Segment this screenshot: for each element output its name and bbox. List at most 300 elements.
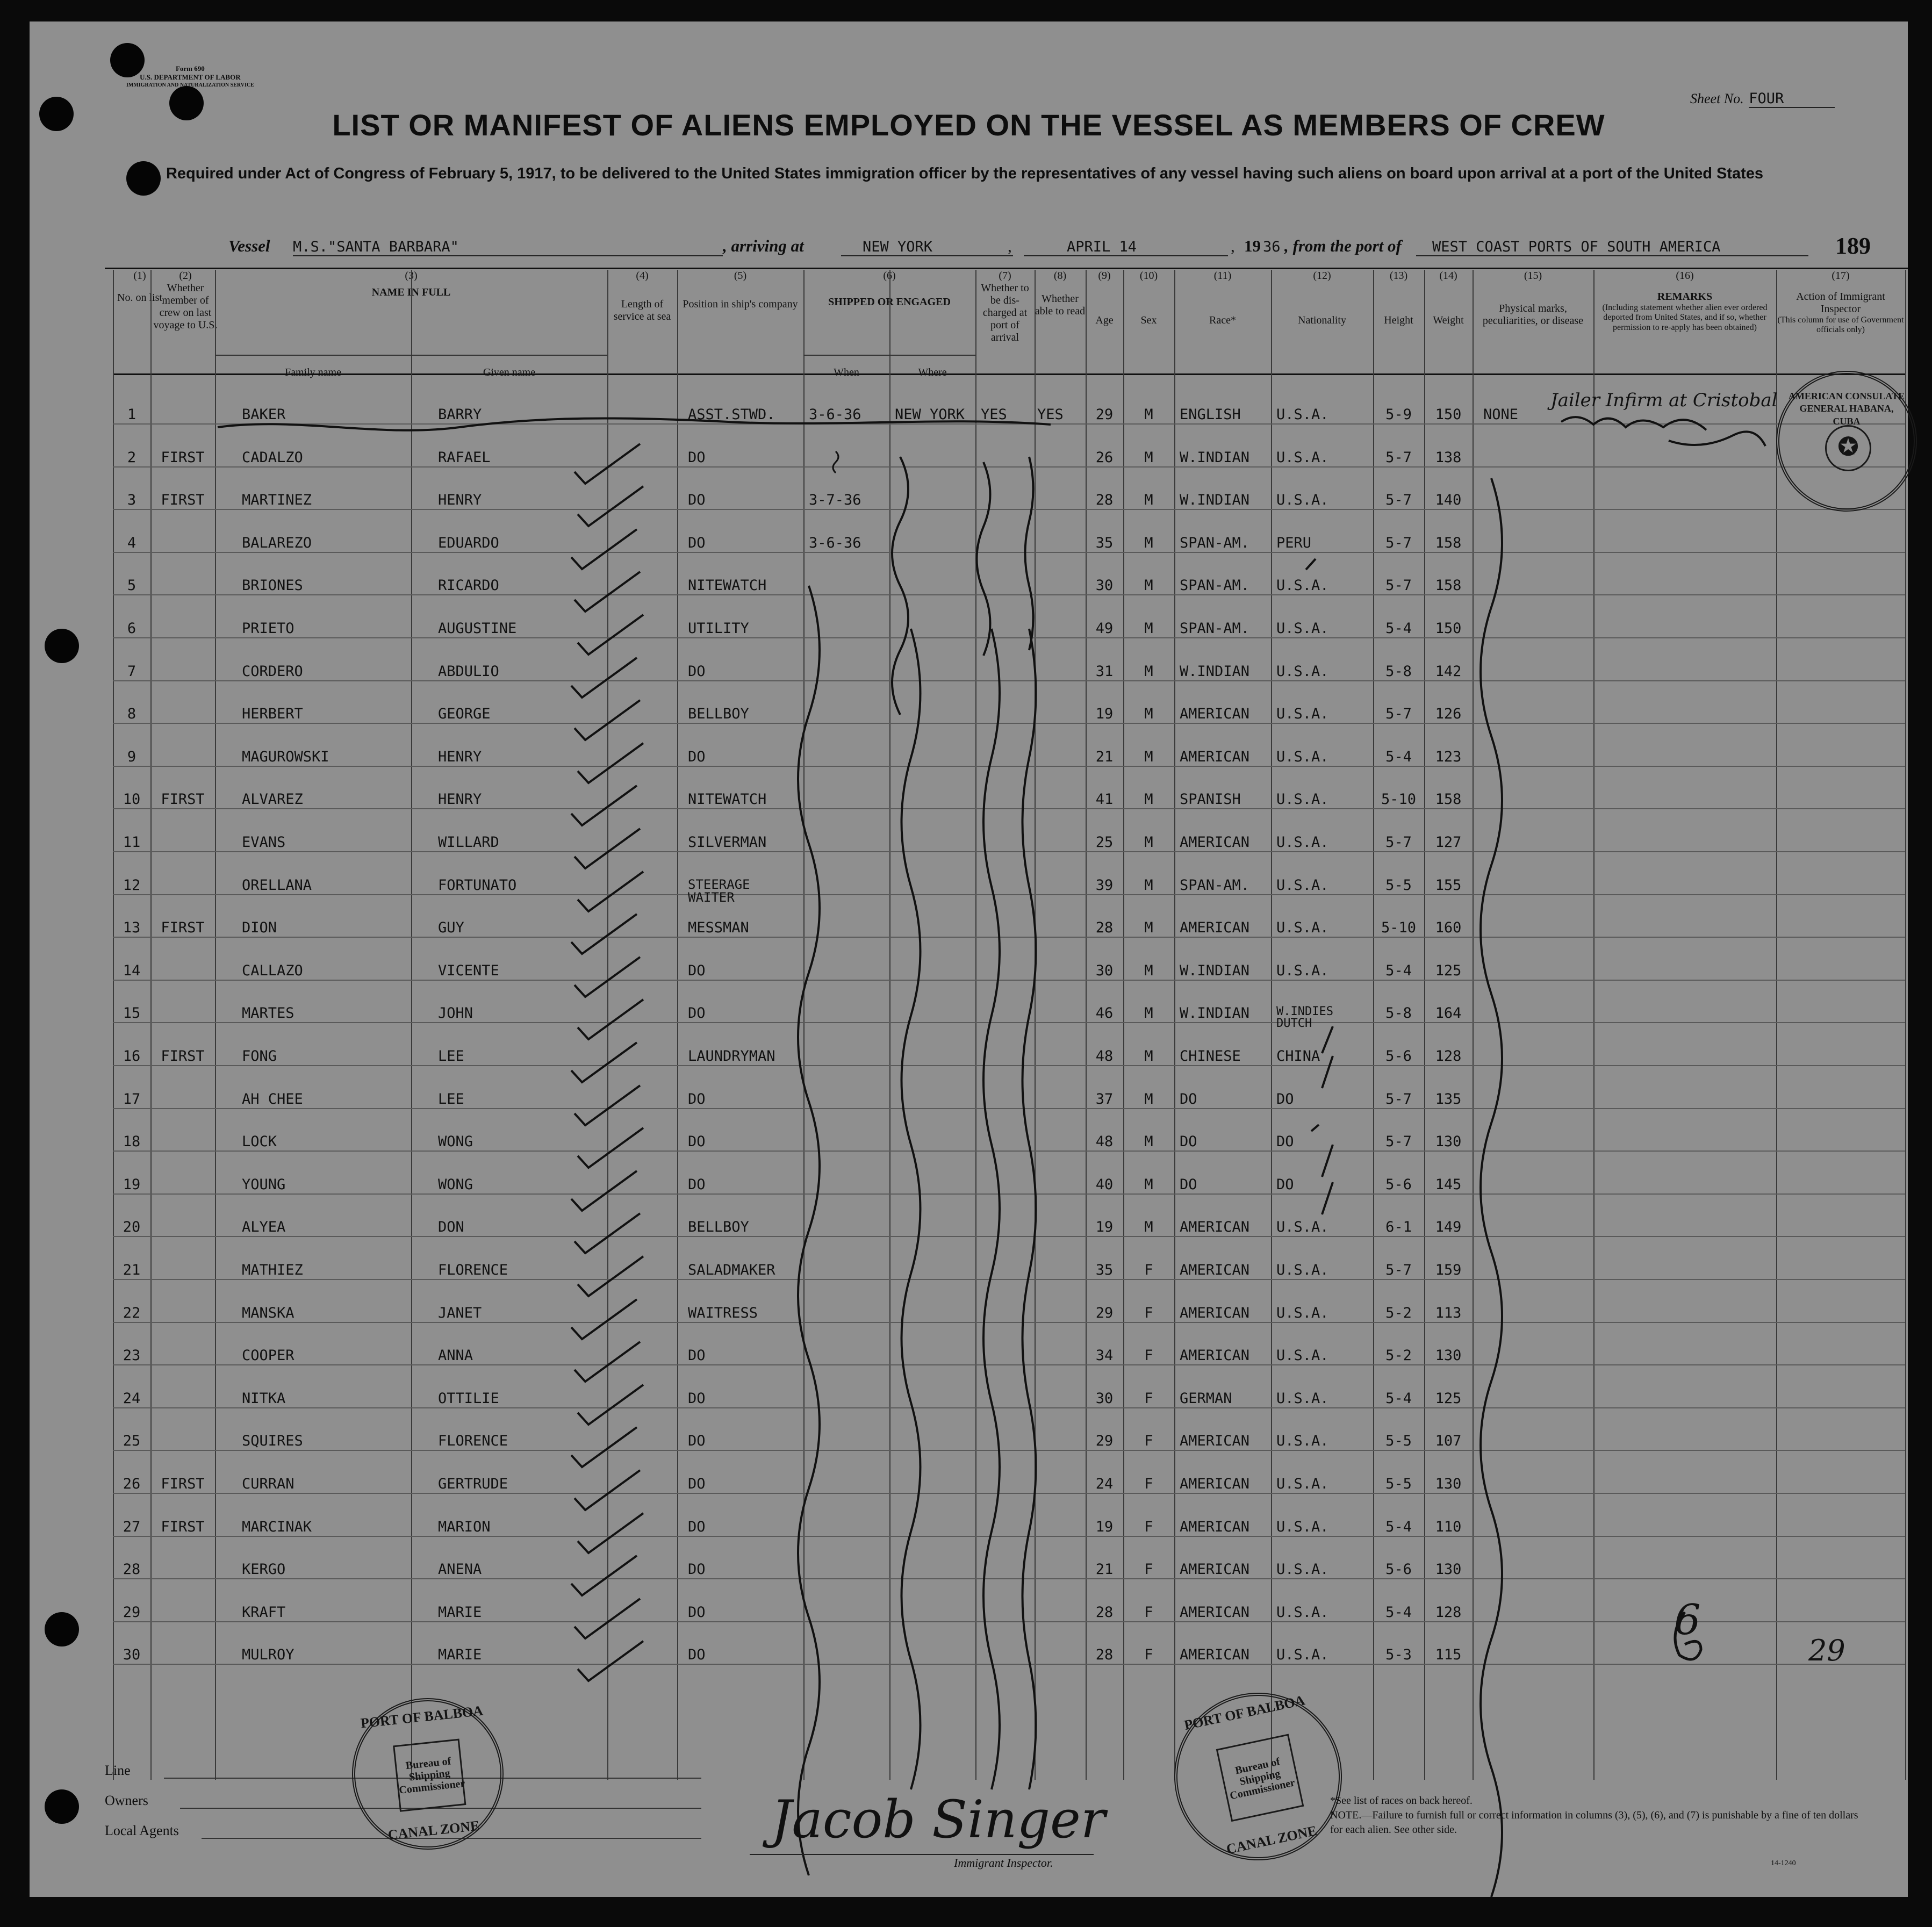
- cell-no: 1: [127, 407, 137, 423]
- cell-race: AMERICAN: [1180, 707, 1250, 723]
- cell-family: COOPER: [242, 1348, 295, 1364]
- manifest-sheet: [30, 21, 1908, 1897]
- signature-underline: [750, 1854, 1094, 1855]
- cell-family: BALAREZO: [242, 535, 312, 551]
- vessel-name: M.S."SANTA BARBARA": [293, 239, 723, 256]
- cell-sex: M: [1144, 407, 1153, 423]
- cell-given: MARION: [438, 1519, 491, 1535]
- cell-sex: F: [1144, 1263, 1153, 1278]
- check-icon: [570, 696, 645, 744]
- cell-given: ABDULIO: [438, 664, 499, 680]
- check-icon: [573, 1124, 649, 1172]
- arrival-date: APRIL 14: [1024, 239, 1228, 256]
- cell-given: JOHN: [438, 1006, 473, 1022]
- check-icon: [570, 824, 645, 873]
- cell-given: RICARDO: [438, 578, 499, 594]
- check-icon: [567, 525, 642, 573]
- cell-no: 11: [123, 835, 141, 851]
- cell-weight: 145: [1435, 1177, 1462, 1193]
- form-code: 14-1240: [1771, 1859, 1796, 1867]
- cell-given: LEE: [438, 1049, 464, 1065]
- cell-family: YOUNG: [242, 1177, 286, 1193]
- from-port: WEST COAST PORTS OF SOUTH AMERICA: [1416, 239, 1808, 256]
- cell-age: 29: [1095, 407, 1114, 423]
- cell-age: 28: [1095, 493, 1114, 509]
- cell-sex: M: [1144, 1134, 1153, 1151]
- check-icon: [567, 781, 642, 830]
- cell-given: DON: [438, 1220, 464, 1236]
- cell-age: 29: [1095, 1434, 1114, 1450]
- cell-sex: M: [1144, 878, 1153, 894]
- tick-mark: [1306, 559, 1316, 570]
- check-icon: [567, 1551, 642, 1600]
- cell-race: GERMAN: [1180, 1391, 1232, 1407]
- cell-given: VICENTE: [438, 963, 499, 979]
- cell-family: BAKER: [242, 407, 286, 423]
- cell-nationality: DO: [1276, 1091, 1294, 1108]
- cell-race: DO: [1180, 1134, 1197, 1151]
- page-title: LIST OR MANIFEST OF ALIENS EMPLOYED ON THE VESSEL AS MEMBERS OF CREW: [332, 108, 1605, 142]
- cell-nationality: U.S.A.: [1276, 578, 1329, 594]
- cell-sex: M: [1144, 1220, 1153, 1236]
- check-icon: [573, 1637, 649, 1685]
- check-icon: [573, 739, 649, 787]
- cell-height: 5-7: [1385, 578, 1412, 594]
- cell-weight: 150: [1435, 621, 1462, 637]
- cell-sex: F: [1144, 1305, 1153, 1321]
- cell-race: DO: [1180, 1177, 1197, 1193]
- check-icon: [567, 1295, 642, 1343]
- cell-sex: F: [1144, 1605, 1153, 1621]
- cell-weight: 113: [1435, 1305, 1462, 1321]
- cell-no: 30: [123, 1648, 141, 1664]
- cell-nationality: CHINA: [1276, 1049, 1320, 1065]
- cell-nationality: U.S.A.: [1276, 792, 1329, 808]
- tick-mark: [1322, 1145, 1333, 1177]
- col-7-header: (7) Whether to be dis-charged at port of arrival: [981, 270, 1029, 343]
- cell-no: 4: [127, 535, 137, 551]
- cell-race: AMERICAN: [1180, 1220, 1250, 1236]
- cell-age: 30: [1095, 1391, 1114, 1407]
- year-prefix: 19: [1244, 236, 1261, 255]
- ditto-wave-discharged-2: [983, 629, 1000, 1789]
- cell-race: AMERICAN: [1180, 1305, 1250, 1321]
- vessel-label: Vessel: [228, 236, 270, 255]
- cell-family: HERBERT: [242, 707, 303, 723]
- cell-height: 5-8: [1385, 664, 1412, 680]
- cell-given: WILLARD: [438, 835, 499, 851]
- agents-label: Local Agents: [105, 1823, 179, 1838]
- cell-race: AMERICAN: [1180, 835, 1250, 851]
- cell-height: 5-9: [1385, 407, 1412, 423]
- inspector-label: Immigrant Inspector.: [954, 1856, 1053, 1870]
- cell-when: 3-7-36: [809, 493, 861, 509]
- col-15-header: (15) Physical marks, peculiarities, or disease: [1482, 270, 1584, 327]
- cell-height: 5-5: [1385, 878, 1412, 894]
- vessel-line: Vessel M.S."SANTA BARBARA" , arriving at NEW YORK , APRIL 14 , 19 36 , from the port of WEST COAST PORTS OF SOUTH AMERICA 189: [228, 233, 1871, 259]
- cell-no: 27: [123, 1519, 141, 1535]
- sheet-label: Sheet No.: [1690, 91, 1744, 106]
- cell-age: 19: [1095, 1519, 1114, 1535]
- cell-family: MAGUROWSKI: [242, 749, 329, 765]
- cell-prev: FIRST: [161, 1477, 205, 1492]
- col-5-header: (5) Position in ship's company: [683, 270, 798, 310]
- row1-remark: Jailer Infirm at Cristobal: [1550, 390, 1778, 411]
- cell-nationality: U.S.A.: [1276, 1605, 1329, 1621]
- cell-discharged: YES: [981, 407, 1007, 423]
- cell-position: DO: [688, 1134, 706, 1151]
- cell-height: 5-7: [1385, 835, 1412, 851]
- cell-nationality: U.S.A.: [1276, 621, 1329, 637]
- cell-height: 5-6: [1385, 1562, 1412, 1578]
- tick-mark: [1311, 1125, 1319, 1131]
- cell-nationality: PERU: [1276, 535, 1312, 551]
- cell-height: 5-4: [1385, 1605, 1412, 1621]
- cell-sex: M: [1144, 921, 1153, 937]
- cell-race: AMERICAN: [1180, 921, 1250, 937]
- consulate-stamp: AMERICAN CONSULATE GENERAL HABANA, CUBA ✪: [1776, 371, 1917, 512]
- cell-sex: M: [1144, 835, 1153, 851]
- cell-position: BELLBOY: [688, 707, 749, 723]
- cell-given: GUY: [438, 921, 464, 937]
- cell-no: 6: [127, 621, 137, 637]
- cell-family: ALVAREZ: [242, 792, 303, 808]
- strike-line: [218, 418, 1051, 430]
- cell-age: 19: [1095, 1220, 1114, 1236]
- cell-race: W.INDIAN: [1180, 664, 1250, 680]
- ditto-wave-where-2: [902, 629, 921, 1789]
- cell-given: AUGUSTINE: [438, 621, 517, 637]
- cell-height: 5-4: [1385, 963, 1412, 979]
- cell-sex: M: [1144, 493, 1153, 509]
- cell-nationality: U.S.A.: [1276, 407, 1329, 423]
- cell-weight: 110: [1435, 1519, 1462, 1535]
- check-icon: [570, 1209, 645, 1257]
- cell-nationality: U.S.A.: [1276, 1434, 1329, 1450]
- check-icon: [573, 1252, 649, 1300]
- col-2-header: (2) Whether member of crew on last voyage to U.S.: [153, 270, 218, 331]
- cell-sex: F: [1144, 1391, 1153, 1407]
- cell-age: 30: [1095, 963, 1114, 979]
- check-icon: [570, 440, 645, 488]
- cell-nationality: DO: [1276, 1134, 1294, 1151]
- cell-sex: M: [1144, 1006, 1153, 1022]
- check-icon: [573, 482, 649, 530]
- cell-race: AMERICAN: [1180, 1648, 1250, 1664]
- cell-sex: M: [1144, 749, 1153, 765]
- cell-weight: 158: [1435, 535, 1462, 551]
- cell-weight: 130: [1435, 1134, 1462, 1151]
- cell-nationality: U.S.A.: [1276, 1305, 1329, 1321]
- cell-prev: FIRST: [161, 1519, 205, 1535]
- col-8-header: (8) Whether able to read: [1035, 270, 1086, 317]
- year-value: 36: [1263, 239, 1281, 255]
- cell-no: 7: [127, 664, 137, 680]
- cell-weight: 125: [1435, 963, 1462, 979]
- cell-weight: 158: [1435, 578, 1462, 594]
- cell-nationality: U.S.A.: [1276, 878, 1329, 894]
- cell-height: 5-10: [1381, 792, 1417, 808]
- cell-age: 34: [1095, 1348, 1114, 1364]
- cell-height: 5-4: [1385, 1519, 1412, 1535]
- cell-no: 20: [123, 1220, 141, 1236]
- cell-family: FONG: [242, 1049, 277, 1065]
- check-icon: [573, 995, 649, 1044]
- cell-age: 48: [1095, 1049, 1114, 1065]
- cell-sex: F: [1144, 1648, 1153, 1664]
- ditto-wave-marks: [1481, 478, 1502, 1897]
- cell-no: 12: [123, 878, 141, 894]
- where-header: Where: [918, 366, 947, 378]
- cell-given: MARIE: [438, 1605, 482, 1621]
- cell-position: DO: [688, 1006, 706, 1022]
- cell-marks: NONE: [1483, 407, 1519, 423]
- cell-family: CURRAN: [242, 1477, 295, 1492]
- cell-race: AMERICAN: [1180, 1263, 1250, 1278]
- cell-position: SILVERMAN: [688, 835, 767, 851]
- cell-prev: FIRST: [161, 493, 205, 509]
- cell-given: ANNA: [438, 1348, 473, 1364]
- cell-given: WONG: [438, 1134, 473, 1151]
- cell-position: DO: [688, 664, 706, 680]
- tick-mark: [1322, 1026, 1333, 1053]
- check-icon: [570, 1594, 645, 1643]
- check-icon: [573, 610, 649, 659]
- col-12-header: (12) Nationality: [1298, 270, 1346, 326]
- line-label: Line: [105, 1763, 131, 1778]
- col-6-header: (6) SHIPPED OR ENGAGED: [828, 270, 951, 308]
- cell-height: 5-5: [1385, 1477, 1412, 1492]
- cell-height: 5-7: [1385, 1263, 1412, 1278]
- cell-given: FLORENCE: [438, 1434, 508, 1450]
- cell-position: DO: [688, 1434, 706, 1450]
- check-icon: [570, 567, 645, 616]
- remark-scribble: [1561, 417, 1706, 430]
- cell-no: 5: [127, 578, 137, 594]
- remark-scribble: [1669, 432, 1765, 446]
- cell-family: SQUIRES: [242, 1434, 303, 1450]
- from-label: , from the port of: [1284, 236, 1402, 255]
- cell-position: NITEWATCH: [688, 578, 767, 594]
- cell-sex: F: [1144, 1477, 1153, 1492]
- cell-weight: 126: [1435, 707, 1462, 723]
- cell-age: 28: [1095, 921, 1114, 937]
- owners-label: Owners: [105, 1793, 148, 1808]
- col-3-header: (3) NAME IN FULL: [371, 270, 451, 298]
- cell-position: DO: [688, 1177, 706, 1193]
- cell-position: DO: [688, 535, 706, 551]
- cell-race: SPAN-AM.: [1180, 878, 1250, 894]
- cell-age: 40: [1095, 1177, 1114, 1193]
- eagle-icon: ✪: [1825, 425, 1871, 471]
- cell-race: AMERICAN: [1180, 1605, 1250, 1621]
- cell-family: KRAFT: [242, 1605, 286, 1621]
- cell-position: DO: [688, 1391, 706, 1407]
- cell-race: ENGLISH: [1180, 407, 1241, 423]
- cell-given: FLORENCE: [438, 1263, 508, 1278]
- cell-sex: M: [1144, 707, 1153, 723]
- cell-no: 28: [123, 1562, 141, 1578]
- cell-given: HENRY: [438, 749, 482, 765]
- cell-given: LEE: [438, 1091, 464, 1108]
- cell-weight: 142: [1435, 664, 1462, 680]
- ditto-wave-where: [892, 457, 908, 715]
- cell-position: MESSMAN: [688, 921, 749, 937]
- cell-position: DO: [688, 1091, 706, 1108]
- check-icon: [567, 653, 642, 702]
- cell-family: CALLAZO: [242, 963, 303, 979]
- check-icon: [573, 1380, 649, 1429]
- cell-position: UTILITY: [688, 621, 749, 637]
- cell-family: EVANS: [242, 835, 286, 851]
- cell-height: 5-10: [1381, 921, 1417, 937]
- cell-age: 35: [1095, 1263, 1114, 1278]
- cell-sex: M: [1144, 792, 1153, 808]
- cell-race: AMERICAN: [1180, 1477, 1250, 1492]
- cell-family: DION: [242, 921, 277, 937]
- cell-weight: 125: [1435, 1391, 1462, 1407]
- col-11-header: (11) Race*: [1209, 270, 1236, 326]
- ditto-wave-discharged: [977, 462, 990, 656]
- col-4-header: (4) Length of service at sea: [613, 270, 671, 322]
- cell-no: 19: [123, 1177, 141, 1193]
- cell-age: 35: [1095, 535, 1114, 551]
- check-icon: [573, 1509, 649, 1557]
- cell-family: MULROY: [242, 1648, 295, 1664]
- cell-no: 16: [123, 1049, 141, 1065]
- cell-height: 5-4: [1385, 621, 1412, 637]
- cell-race: AMERICAN: [1180, 1519, 1250, 1535]
- cell-nationality: U.S.A.: [1276, 835, 1329, 851]
- cell-position: SALADMAKER: [688, 1263, 775, 1278]
- cell-weight: 155: [1435, 878, 1462, 894]
- balboa-stamp-right: PORT OF BALBOA Bureau of Shipping Commissioner CANAL ZONE: [1159, 1677, 1358, 1876]
- cell-position: BELLBOY: [688, 1220, 749, 1236]
- cell-sex: F: [1144, 1348, 1153, 1364]
- cell-race: SPANISH: [1180, 792, 1241, 808]
- cell-height: 5-4: [1385, 749, 1412, 765]
- col-16-header: (16) REMARKS (Including statement whether alien ever ordered deported from United States, and if so, whether permission to re-apply has been obtained): [1602, 270, 1768, 332]
- cell-race: W.INDIAN: [1180, 1006, 1250, 1022]
- cell-nationality: U.S.A.: [1276, 1519, 1329, 1535]
- cell-position: WAITRESS: [688, 1305, 758, 1321]
- check-icon: [567, 1423, 642, 1471]
- cell-family: LOCK: [242, 1134, 277, 1151]
- cell-sex: M: [1144, 664, 1153, 680]
- footer-notes: [1330, 1794, 1868, 1837]
- cell-no: 2: [127, 450, 137, 466]
- cell-weight: 150: [1435, 407, 1462, 423]
- cell-height: 5-2: [1385, 1305, 1412, 1321]
- cell-weight: 149: [1435, 1220, 1462, 1236]
- cell-position: STEERAGE WAITER: [688, 878, 750, 905]
- ditto-wave-read: [1025, 457, 1033, 650]
- cell-sex: F: [1144, 1562, 1153, 1578]
- margin-number-29: 29: [1808, 1634, 1845, 1667]
- when-header: When: [834, 366, 859, 378]
- page-subtitle: Required under Act of Congress of February 5, 1917, to be delivered to the United States immigration officer by the representatives of any vessel having such aliens on board upon arrival at a port of the United States: [166, 165, 1764, 182]
- cell-weight: 160: [1435, 921, 1462, 937]
- cell-no: 23: [123, 1348, 141, 1364]
- cell-family: MARTES: [242, 1006, 295, 1022]
- cell-age: 28: [1095, 1605, 1114, 1621]
- cell-sex: M: [1144, 535, 1153, 551]
- cell-weight: 115: [1435, 1648, 1462, 1664]
- cell-nationality: U.S.A.: [1276, 1220, 1329, 1236]
- cell-position: DO: [688, 963, 706, 979]
- cell-position: LAUNDRYMAN: [688, 1049, 775, 1065]
- check-icon: [567, 1167, 642, 1215]
- cell-nationality: U.S.A.: [1276, 1648, 1329, 1664]
- cell-position: DO: [688, 1562, 706, 1578]
- cell-age: 41: [1095, 792, 1114, 808]
- cell-age: 28: [1095, 1648, 1114, 1664]
- cell-given: HENRY: [438, 493, 482, 509]
- cell-age: 37: [1095, 1091, 1114, 1108]
- cell-position: DO: [688, 493, 706, 509]
- margin-number-6: 6: [1674, 1596, 1701, 1644]
- cell-sex: M: [1144, 1091, 1153, 1108]
- cell-given: WONG: [438, 1177, 473, 1193]
- cell-height: 5-7: [1385, 535, 1412, 551]
- penalty-note: NOTE.—Failure to furnish full or correct information in columns (3), (5), (6), and (7) is punishable by a fine of ten dollars for each alien. See other side.: [1330, 1809, 1858, 1836]
- cell-nationality: U.S.A.: [1276, 450, 1329, 466]
- cell-race: AMERICAN: [1180, 1562, 1250, 1578]
- cell-weight: 130: [1435, 1477, 1462, 1492]
- cell-position: DO: [688, 1519, 706, 1535]
- cell-weight: 127: [1435, 835, 1462, 851]
- cell-given: OTTILIE: [438, 1391, 499, 1407]
- check-icon: [573, 867, 649, 916]
- col-9-header: (9) Age: [1095, 270, 1114, 326]
- cell-nationality: U.S.A.: [1276, 1263, 1329, 1278]
- cell-race: W.INDIAN: [1180, 493, 1250, 509]
- cell-sex: F: [1144, 1519, 1153, 1535]
- cell-race: SPAN-AM.: [1180, 578, 1250, 594]
- cell-position: DO: [688, 1605, 706, 1621]
- cell-family: MATHIEZ: [242, 1263, 303, 1278]
- cell-family: MARTINEZ: [242, 493, 312, 509]
- department: U.S. DEPARTMENT OF LABOR: [140, 73, 241, 82]
- cell-when: 3-6-36: [809, 407, 861, 423]
- cell-no: 3: [127, 493, 137, 509]
- cell-nationality: U.S.A.: [1276, 1562, 1329, 1578]
- col-1-header: (1) No. on list: [117, 270, 162, 304]
- cell-nationality: U.S.A.: [1276, 707, 1329, 723]
- ditto-wave-when: [798, 586, 820, 1875]
- cell-given: JANET: [438, 1305, 482, 1321]
- cell-no: 18: [123, 1134, 141, 1151]
- cell-weight: 130: [1435, 1562, 1462, 1578]
- cell-race: SPAN-AM.: [1180, 535, 1250, 551]
- cell-no: 21: [123, 1263, 141, 1278]
- cell-nationality: U.S.A.: [1276, 921, 1329, 937]
- race-note: *See list of races on back hereof.: [1330, 1795, 1473, 1807]
- cell-weight: 107: [1435, 1434, 1462, 1450]
- cell-given: RAFAEL: [438, 450, 491, 466]
- cell-age: 25: [1095, 835, 1114, 851]
- cell-weight: 123: [1435, 749, 1462, 765]
- cell-position: DO: [688, 749, 706, 765]
- cell-age: 29: [1095, 1305, 1114, 1321]
- cell-height: 5-3: [1385, 1648, 1412, 1664]
- cell-given: GERTRUDE: [438, 1477, 508, 1492]
- cell-where: NEW YORK: [895, 407, 965, 423]
- col-13-header: (13) Height: [1384, 270, 1413, 326]
- cell-height: 5-6: [1385, 1177, 1412, 1193]
- cell-weight: 128: [1435, 1605, 1462, 1621]
- cell-no: 9: [127, 749, 137, 765]
